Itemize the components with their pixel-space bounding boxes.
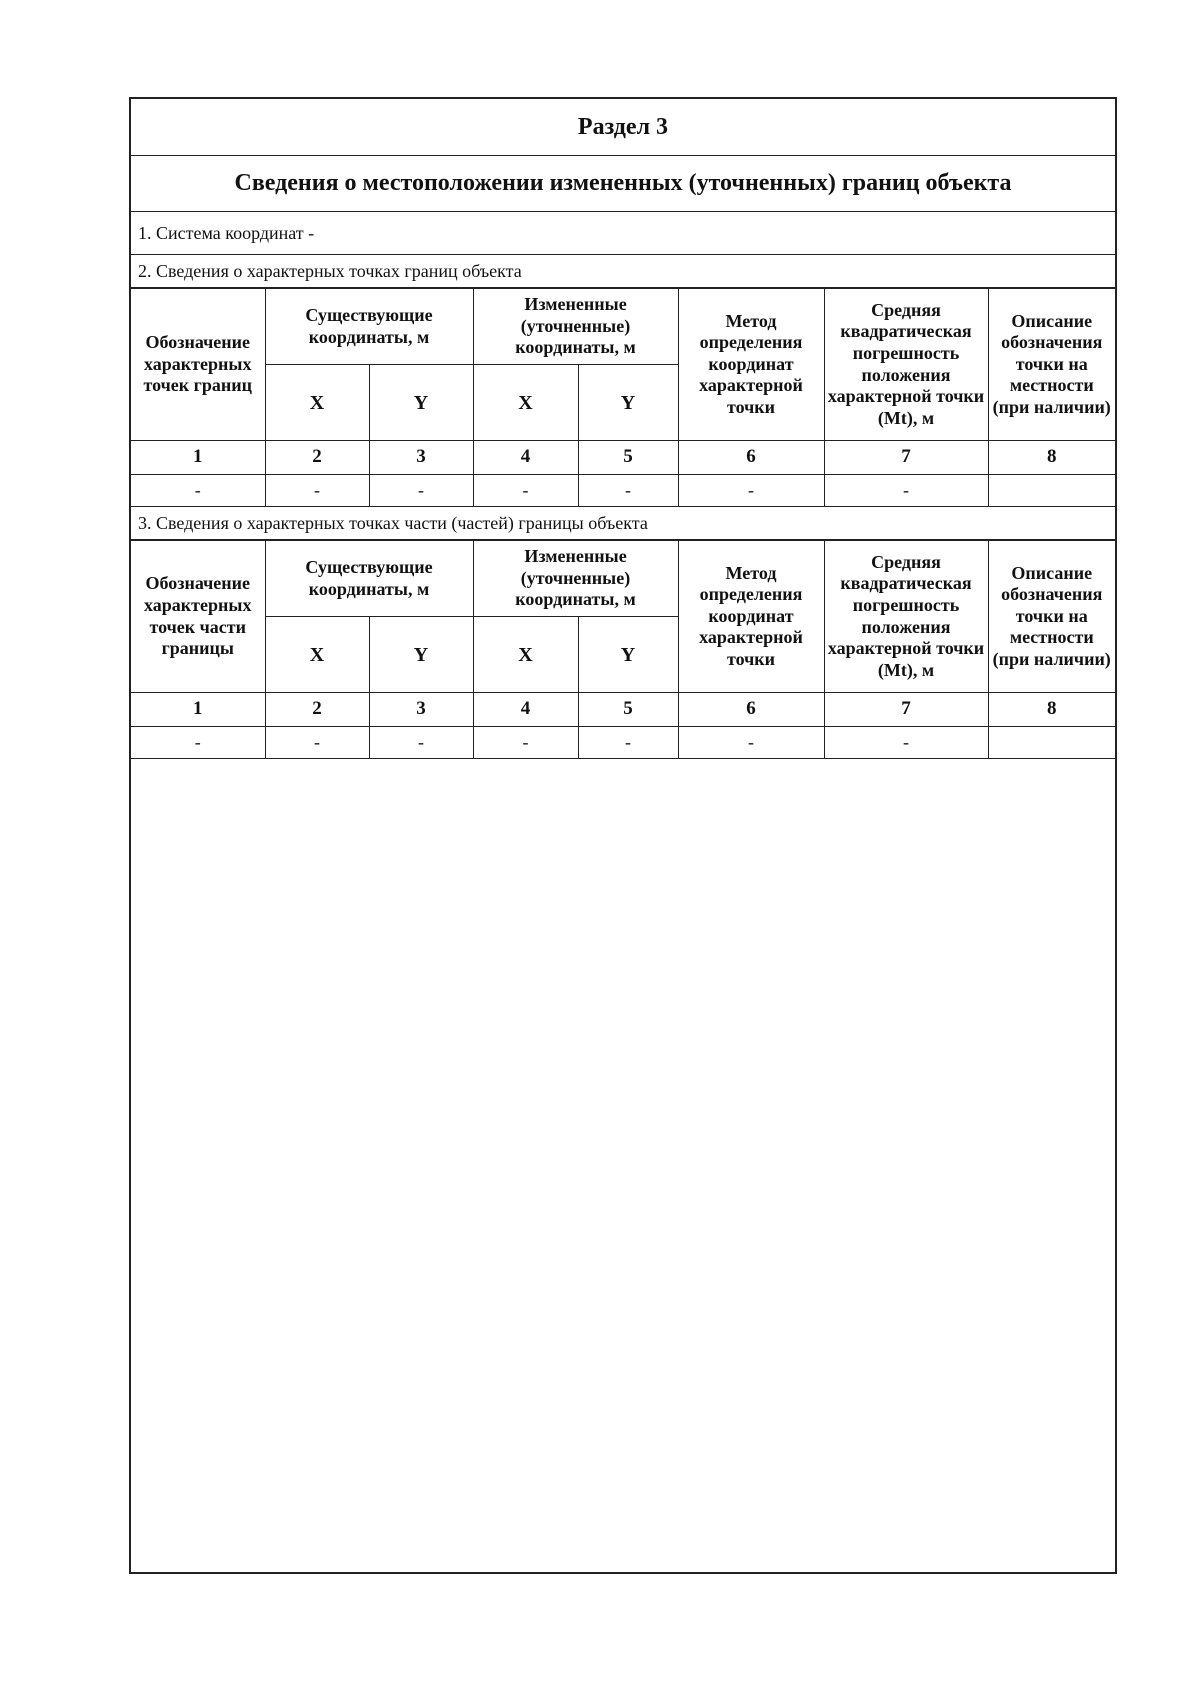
section-subtitle: Сведения о местоположении измененных (уточненных) границ объекта [131, 156, 1115, 212]
column-number: 8 [988, 693, 1115, 727]
column-number: 3 [369, 693, 473, 727]
column-number: 3 [369, 441, 473, 475]
column-number: 2 [265, 693, 369, 727]
table-cell: - [678, 475, 824, 507]
header-error: Средняя квадратическая погрешность положения характерной точки (Mt), м [824, 289, 988, 441]
section3-heading: 3. Сведения о характерных точках части (частей) границы объекта [131, 507, 1115, 540]
header-description: Описание обозначения точки на местности (при наличии) [988, 541, 1115, 693]
table-cell: - [824, 475, 988, 507]
table-cell [988, 727, 1115, 759]
column-number: 1 [131, 693, 265, 727]
header-point-designation: Обозначение характерных точек части границы [131, 541, 265, 693]
section-title: Раздел 3 [131, 99, 1115, 156]
table-cell: - [678, 727, 824, 759]
header-x: X [473, 365, 578, 441]
header-error: Средняя квадратическая погрешность положения характерной точки (Mt), м [824, 541, 988, 693]
column-number: 1 [131, 441, 265, 475]
header-existing-coords: Существующие координаты, м [265, 289, 473, 365]
column-number: 8 [988, 441, 1115, 475]
table-cell: - [473, 475, 578, 507]
table-cell: - [369, 727, 473, 759]
coord-system-line: 1. Система координат - [131, 212, 1115, 255]
table-cell [988, 475, 1115, 507]
table-cell: - [131, 475, 265, 507]
header-y: Y [578, 617, 678, 693]
table-cell: - [824, 727, 988, 759]
table-cell: - [578, 475, 678, 507]
header-x: X [265, 617, 369, 693]
table-cell: - [473, 727, 578, 759]
header-changed-coords: Измененные (уточненные) координаты, м [473, 289, 678, 365]
header-y: Y [578, 365, 678, 441]
header-description: Описание обозначения точки на местности (при наличии) [988, 289, 1115, 441]
header-method: Метод определения координат характерной точки [678, 541, 824, 693]
header-y: Y [369, 365, 473, 441]
column-number: 7 [824, 693, 988, 727]
header-point-designation: Обозначение характерных точек границ [131, 289, 265, 441]
header-changed-coords: Измененные (уточненные) координаты, м [473, 541, 678, 617]
column-number: 4 [473, 441, 578, 475]
column-number: 5 [578, 441, 678, 475]
table-cell: - [265, 727, 369, 759]
table-cell: - [578, 727, 678, 759]
column-number: 2 [265, 441, 369, 475]
boundary-points-table [131, 288, 1115, 507]
header-x: X [473, 617, 578, 693]
column-number: 5 [578, 693, 678, 727]
table-cell: - [131, 727, 265, 759]
column-number: 6 [678, 441, 824, 475]
column-number: 6 [678, 693, 824, 727]
table-cell: - [265, 475, 369, 507]
section2-heading: 2. Сведения о характерных точках границ объекта [131, 255, 1115, 288]
column-number: 7 [824, 441, 988, 475]
column-number: 4 [473, 693, 578, 727]
header-x: X [265, 365, 369, 441]
header-existing-coords: Существующие координаты, м [265, 541, 473, 617]
header-y: Y [369, 617, 473, 693]
document-frame [129, 97, 1117, 1574]
table-cell: - [369, 475, 473, 507]
header-method: Метод определения координат характерной точки [678, 289, 824, 441]
part-boundary-points-table [131, 540, 1115, 759]
